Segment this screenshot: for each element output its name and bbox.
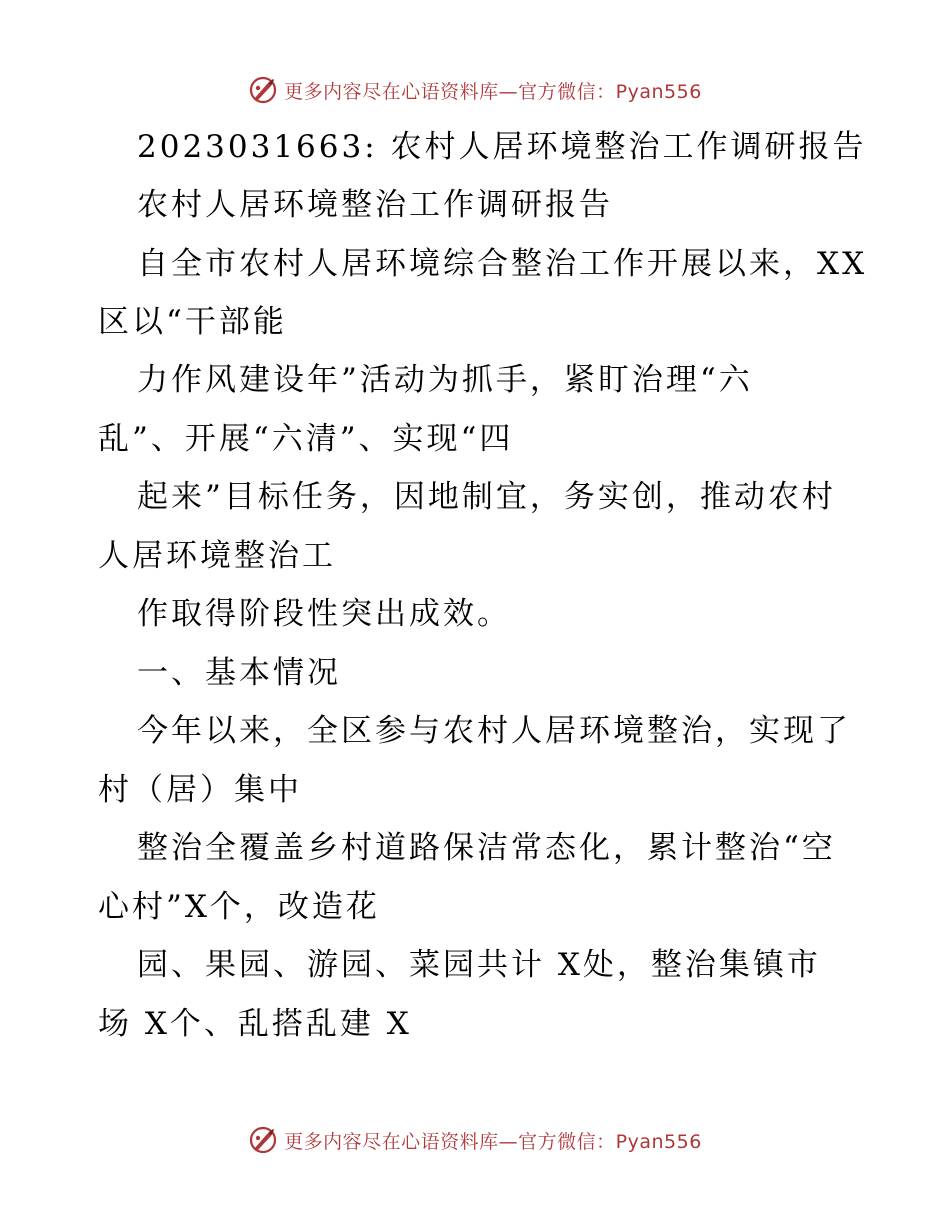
watermark-text: 更多内容尽在心语资料库—官方微信：Pyan556 (284, 1130, 702, 1153)
paragraph-line: 力作风建设年”活动为抓手，紧盯治理“六 (137, 362, 753, 398)
document-title-line: 2023031663: 农村人居环境整治工作调研报告 (137, 129, 867, 165)
header-watermark-banner (0, 70, 950, 110)
paragraph-line: 起来”目标任务，因地制宜，务实创，推动农村 (137, 479, 836, 515)
paragraph-line: 人居环境整治工 (98, 538, 336, 574)
paragraph-line: 乱”、开展“六清”、实现“四 (98, 421, 514, 457)
quill-logo-icon (248, 75, 278, 105)
paragraph-line: 区以“干部能 (98, 304, 287, 340)
paragraph-line: 心村”X个，改造花 (98, 889, 380, 925)
paragraph-line: 今年以来，全区参与农村人居环境整治，实现了 (137, 713, 851, 749)
section-heading: 一、基本情况 (137, 655, 341, 691)
footer-watermark-banner (0, 1120, 950, 1160)
paragraph-line: 场 X个、乱搭乱建 X (98, 1006, 412, 1042)
watermark-text: 更多内容尽在心语资料库—官方微信：Pyan556 (284, 80, 702, 103)
paragraph-line: 作取得阶段性突出成效。 (137, 596, 511, 632)
paragraph-line: 整治全覆盖乡村道路保洁常态化，累计整治“空 (137, 830, 836, 866)
document-subtitle-line: 农村人居环境整治工作调研报告 (137, 187, 613, 223)
paragraph-line: 自全市农村人居环境综合整治工作开展以来，XX (137, 246, 868, 282)
paragraph-line: 园、果园、游园、菜园共计 X处，整治集镇市 (137, 947, 821, 983)
quill-logo-icon (248, 1125, 278, 1155)
paragraph-line: 村（居）集中 (98, 772, 302, 808)
